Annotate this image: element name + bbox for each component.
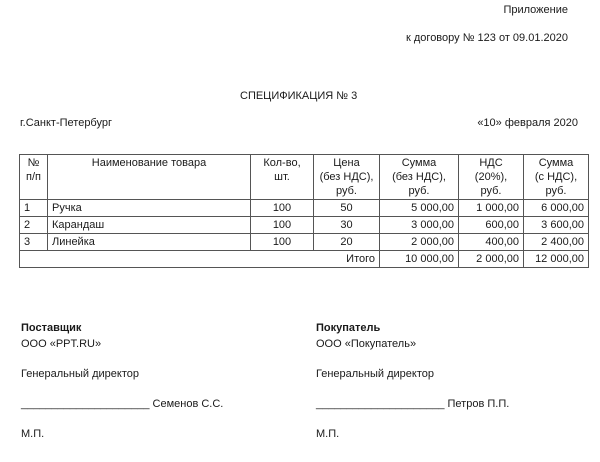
supplier-signature-line: _____________________ Семенов С.С. [21,398,224,410]
supplier-position: Генеральный директор [21,368,139,380]
cell-qty: 100 [251,200,314,217]
cell-sum-vat: 2 400,00 [524,234,589,251]
supplier-org: ООО «PPT.RU» [21,338,102,350]
cell-vat: 600,00 [459,217,524,234]
col-header-no: № п/п [20,155,48,200]
cell-no: 3 [20,234,48,251]
cell-name: Ручка [48,200,251,217]
cell-qty: 100 [251,234,314,251]
specification-table [19,154,589,268]
col-header-sum-vat: Сумма (с НДС), руб. [524,155,589,200]
total-vat: 2 000,00 [459,251,524,268]
cell-price: 30 [314,217,380,234]
col-header-price: Цена (без НДС), руб. [314,155,380,200]
table-row [20,234,589,251]
cell-price: 50 [314,200,380,217]
contract-reference: к договору № 123 от 09.01.2020 [406,32,568,44]
buyer-stamp-label: М.П. [316,428,340,440]
supplier-stamp-label: М.П. [21,428,45,440]
buyer-heading: Покупатель [316,322,381,334]
cell-sum-no-vat: 3 000,00 [380,217,459,234]
cell-no: 2 [20,217,48,234]
buyer-position: Генеральный директор [316,368,434,380]
document-place: г.Санкт-Петербург [20,117,112,129]
cell-qty: 100 [251,217,314,234]
col-header-name: Наименование товара [48,155,251,200]
document-title: СПЕЦИФИКАЦИЯ № 3 [240,90,358,102]
buyer-signature-line: _____________________ Петров П.П. [316,398,510,410]
cell-vat: 400,00 [459,234,524,251]
cell-price: 20 [314,234,380,251]
supplier-heading: Поставщик [21,322,82,334]
cell-name: Карандаш [48,217,251,234]
cell-sum-vat: 3 600,00 [524,217,589,234]
table-header-row [20,155,589,200]
cell-no: 1 [20,200,48,217]
total-label: Итого [20,251,380,268]
cell-name: Линейка [48,234,251,251]
table-total-row [20,251,589,268]
cell-sum-no-vat: 5 000,00 [380,200,459,217]
cell-sum-no-vat: 2 000,00 [380,234,459,251]
cell-sum-vat: 6 000,00 [524,200,589,217]
col-header-vat: НДС (20%), руб. [459,155,524,200]
buyer-org: ООО «Покупатель» [316,338,417,350]
table-row [20,217,589,234]
total-sum-no-vat: 10 000,00 [380,251,459,268]
cell-vat: 1 000,00 [459,200,524,217]
document-date: «10» февраля 2020 [477,117,578,129]
appendix-label: Приложение [503,4,568,16]
col-header-sum-no-vat: Сумма (без НДС), руб. [380,155,459,200]
table-row [20,200,589,217]
total-sum-vat: 12 000,00 [524,251,589,268]
col-header-qty: Кол-во, шт. [251,155,314,200]
